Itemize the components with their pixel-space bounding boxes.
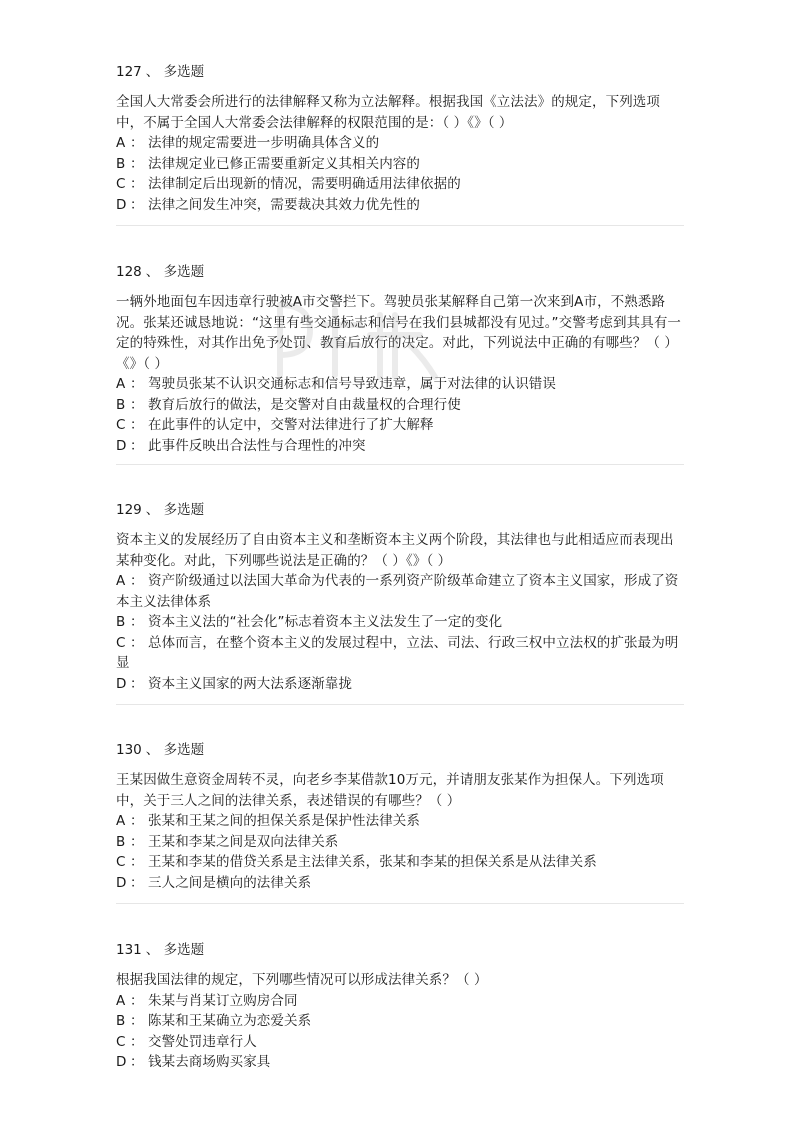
option-letter: C: [116, 417, 126, 433]
option-colon: ：: [130, 155, 144, 172]
option-d: [116, 1052, 686, 1073]
option-letter: A: [116, 813, 126, 829]
option-a: [116, 811, 686, 832]
question-type: 多选题: [163, 942, 205, 958]
option-a: [116, 133, 686, 154]
option-letter: A: [116, 992, 126, 1009]
option-d: [116, 674, 686, 695]
question-number: 127: [116, 64, 142, 80]
question-number: 131: [116, 942, 142, 958]
question-separator: 、: [145, 942, 160, 958]
question-stem: 一辆外地面包车因违章行驶被A市交警拦下。驾驶员张某解释自己第一次来到A市，不熟悉路况。张某还诚恳地说：“这里有些交通标志和信号在我们县城都没有见过。”交警考虑到其具有一定的特殊性，对其作出免予处罚、教育后放行的决定。对此，下列说法中正确的有哪些？（ ）《》（ ）: [116, 294, 682, 372]
option-letter: B: [116, 1013, 126, 1029]
option-text: 法律规定业已修正需要重新定义其相关内容的: [148, 155, 420, 172]
option-d: [116, 873, 686, 894]
option-letter: B: [116, 396, 126, 413]
option-colon: ：: [130, 437, 144, 454]
option-colon: ：: [130, 614, 144, 630]
question-stem: 资本主义的发展经历了自由资本主义和垄断资本主义两个阶段，其法律也与此相适应而表现出某种变化。对此，下列哪些说法是正确的？（ ）《》（ ）: [116, 532, 674, 569]
option-c: [116, 852, 686, 873]
question-type: 多选题: [163, 64, 205, 80]
option-colon: ：: [130, 176, 144, 192]
option-b: [116, 395, 686, 416]
option-text: 钱某去商场购买家具: [148, 1054, 271, 1070]
option-c: [116, 633, 686, 674]
option-colon: ：: [130, 813, 144, 829]
question-stem: 王某因做生意资金周转不灵，向老乡李某借款10万元，并请朋友张某作为担保人。下列选项中，关于三人之间的法律关系，表述错误的有哪些？（ ）: [116, 772, 664, 809]
option-colon: ：: [130, 992, 144, 1009]
option-letter: A: [116, 376, 126, 392]
question-header: [116, 62, 686, 82]
option-text: 资本主义国家的两大法系逐渐靠拢: [148, 675, 352, 692]
option-text: 法律之间发生冲突，需要裁决其效力优先性的: [148, 196, 420, 213]
option-letter: B: [116, 833, 126, 850]
option-letter: C: [116, 854, 126, 870]
option-text: 教育后放行的做法，是交警对自由裁量权的合理行使: [148, 396, 461, 413]
option-colon: ：: [130, 1033, 144, 1050]
option-text: 法律的规定需要进一步明确具体含义的: [148, 135, 380, 151]
section-divider: [116, 464, 684, 465]
question-type: 多选题: [163, 742, 205, 758]
option-list: [116, 991, 686, 1073]
option-list: [116, 133, 686, 215]
option-letter: D: [116, 874, 127, 891]
option-colon: ：: [130, 854, 144, 870]
option-colon: ：: [130, 634, 144, 651]
question-header: [116, 940, 686, 960]
question-128: [116, 262, 686, 456]
section-divider: [116, 225, 684, 226]
option-b: [116, 832, 686, 853]
option-text: 资产阶级通过以法国大革命为代表的一系列资产阶级革命建立了资本主义国家，形成了资本主义法律体系: [116, 573, 679, 610]
option-letter: B: [116, 614, 126, 630]
option-text: 此事件反映出合法性与合理性的冲突: [148, 437, 366, 454]
option-text: 在此事件的认定中，交警对法律进行了扩大解释: [148, 417, 434, 433]
option-a: [116, 571, 686, 612]
question-header: [116, 262, 686, 282]
option-letter: D: [116, 1054, 127, 1070]
option-list: [116, 374, 686, 456]
option-colon: ：: [130, 396, 144, 413]
question-separator: 、: [145, 64, 160, 80]
question-stem: 根据我国法律的规定，下列哪些情况可以形成法律关系？（ ）: [116, 972, 488, 988]
option-colon: ：: [130, 573, 144, 589]
option-list: [116, 811, 686, 893]
option-text: 三人之间是横向的法律关系: [148, 874, 312, 891]
option-d: [116, 195, 686, 216]
option-text: 张某和王某之间的担保关系是保护性法律关系: [148, 813, 420, 829]
question-type: 多选题: [163, 264, 205, 280]
option-a: [116, 991, 686, 1012]
option-list: [116, 571, 686, 694]
question-number: 130: [116, 742, 142, 758]
option-text: 总体而言，在整个资本主义的发展过程中，立法、司法、行政三权中立法权的扩张最为明显: [116, 634, 679, 671]
option-text: 资本主义法的“社会化”标志着资本主义法发生了一定的变化: [148, 614, 503, 630]
option-c: [116, 174, 686, 195]
option-colon: ：: [130, 1013, 144, 1029]
option-colon: ：: [130, 1054, 144, 1070]
section-divider: [116, 903, 684, 904]
option-text: 王某和李某之间是双向法律关系: [148, 833, 339, 850]
section-divider: [116, 704, 684, 705]
option-letter: B: [116, 155, 126, 172]
option-colon: ：: [130, 376, 144, 392]
option-b: [116, 154, 686, 175]
question-number: 129: [116, 502, 142, 518]
question-stem: 全国人大常委会所进行的法律解释又称为立法解释。根据我国《立法法》的规定，下列选项中，不属于全国人大常委会法律解释的权限范围的是：（ ）《》（ ）: [116, 94, 660, 131]
option-text: 交警处罚违章行人: [148, 1033, 257, 1050]
option-colon: ：: [130, 417, 144, 433]
question-header: [116, 740, 686, 760]
option-text: 王某和李某的借贷关系是主法律关系，张某和李某的担保关系是从法律关系: [148, 854, 597, 870]
option-text: 驾驶员张某不认识交通标志和信号导致违章，属于对法律的认识错误: [148, 376, 556, 392]
option-colon: ：: [130, 675, 144, 692]
option-text: 朱某与肖某订立购房合同: [148, 992, 298, 1009]
option-letter: A: [116, 573, 126, 589]
option-letter: D: [116, 196, 127, 213]
option-colon: ：: [130, 833, 144, 850]
question-number: 128: [116, 264, 142, 280]
option-text: 法律制定后出现新的情况，需要明确适用法律依据的: [148, 176, 461, 192]
option-colon: ：: [130, 135, 144, 151]
question-separator: 、: [145, 264, 160, 280]
option-letter: C: [116, 634, 126, 651]
option-c: [116, 415, 686, 436]
option-letter: C: [116, 176, 126, 192]
question-separator: 、: [145, 502, 160, 518]
question-header: [116, 500, 686, 520]
option-colon: ：: [130, 196, 144, 213]
question-131: [116, 940, 686, 1073]
option-d: [116, 436, 686, 457]
option-a: [116, 374, 686, 395]
option-b: [116, 1011, 686, 1032]
option-c: [116, 1032, 686, 1053]
option-colon: ：: [130, 874, 144, 891]
option-letter: D: [116, 437, 127, 454]
question-130: [116, 740, 686, 893]
option-letter: A: [116, 135, 126, 151]
question-127: [116, 62, 686, 215]
option-letter: C: [116, 1033, 126, 1050]
question-separator: 、: [145, 742, 160, 758]
option-text: 陈某和王某确立为恋爱关系: [148, 1013, 312, 1029]
question-129: [116, 500, 686, 694]
option-b: [116, 612, 686, 633]
option-letter: D: [116, 675, 127, 692]
question-type: 多选题: [163, 502, 205, 518]
